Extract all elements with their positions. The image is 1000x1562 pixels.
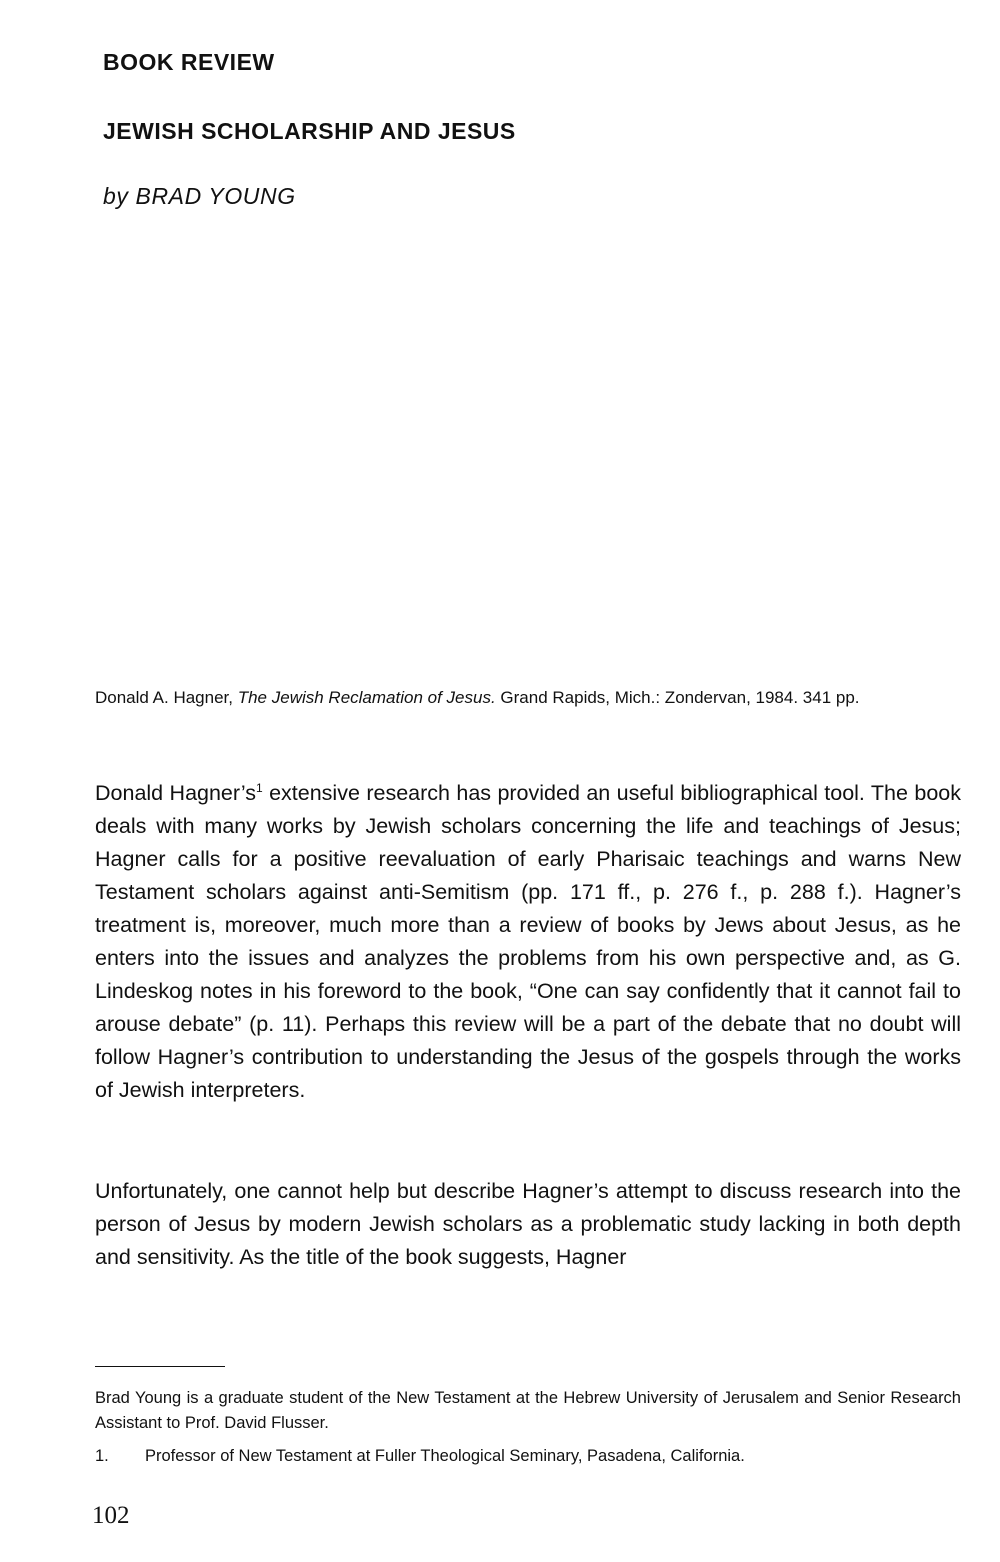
body-paragraph-2: Unfortunately, one cannot help but describe Hagner’s attempt to discuss research into the person of Jesus by modern Jewish scholars as a problematic study lacking in both depth and sensitivity. As the title of the book suggests, Hagner <box>95 1179 961 1269</box>
citation-publication: Grand Rapids, Mich.: Zondervan, 1984. 341 pp. <box>500 688 860 707</box>
footnote-author-note: Brad Young is a graduate student of the New Testament at the Hebrew University of Jerusalem and Senior Research Assistant to Prof. David Flusser. <box>95 1389 961 1432</box>
body-paragraph-1 <box>95 777 961 1107</box>
p1-rest: extensive research has provided an useful bibliographical tool. The book deals with many works by Jewish scholars concerning the life and teachings of Jesus; Hagner calls for a positive reevaluation of early Pharisaic teachings and warns New Testament scholars against anti-Semitism (pp. 171 ff., p. 276 f., p. 288 f.). Hagner’s treatment is, moreover, much more than a review of books by Jews about Jesus, as he enters into the issues and analyzes the problems from his own perspective and, as G. Lindeskog notes in his foreword to the book, “One can say confidently that it cannot fail to arouse debate” (p. 11). Perhaps this review will be a part of the debate that no doubt will follow Hagner’s contribution to understanding the Jesus of the gospels through the works of Jewish interpreters. <box>95 781 961 1102</box>
section-label: BOOK REVIEW <box>103 49 275 75</box>
byline <box>103 183 296 210</box>
p1-lead: Donald Hagner’s <box>95 781 256 805</box>
book-citation <box>95 685 961 711</box>
byline-prefix: by <box>103 183 129 209</box>
byline-author: BRAD YOUNG <box>135 183 296 209</box>
footnote-1 <box>95 1444 961 1469</box>
article-title: JEWISH SCHOLARSHIP AND JESUS <box>103 118 516 144</box>
footnote-ref-1: 1 <box>256 780 263 795</box>
citation-book-title: The Jewish Reclamation of Jesus. <box>237 688 496 707</box>
footnote-1-text: Professor of New Testament at Fuller Theological Seminary, Pasadena, California. <box>145 1447 745 1465</box>
footnote-1-number: 1. <box>95 1447 109 1465</box>
footnote-divider <box>95 1366 225 1367</box>
citation-author: Donald A. Hagner, <box>95 688 233 707</box>
page-number: 102 <box>92 1502 130 1529</box>
